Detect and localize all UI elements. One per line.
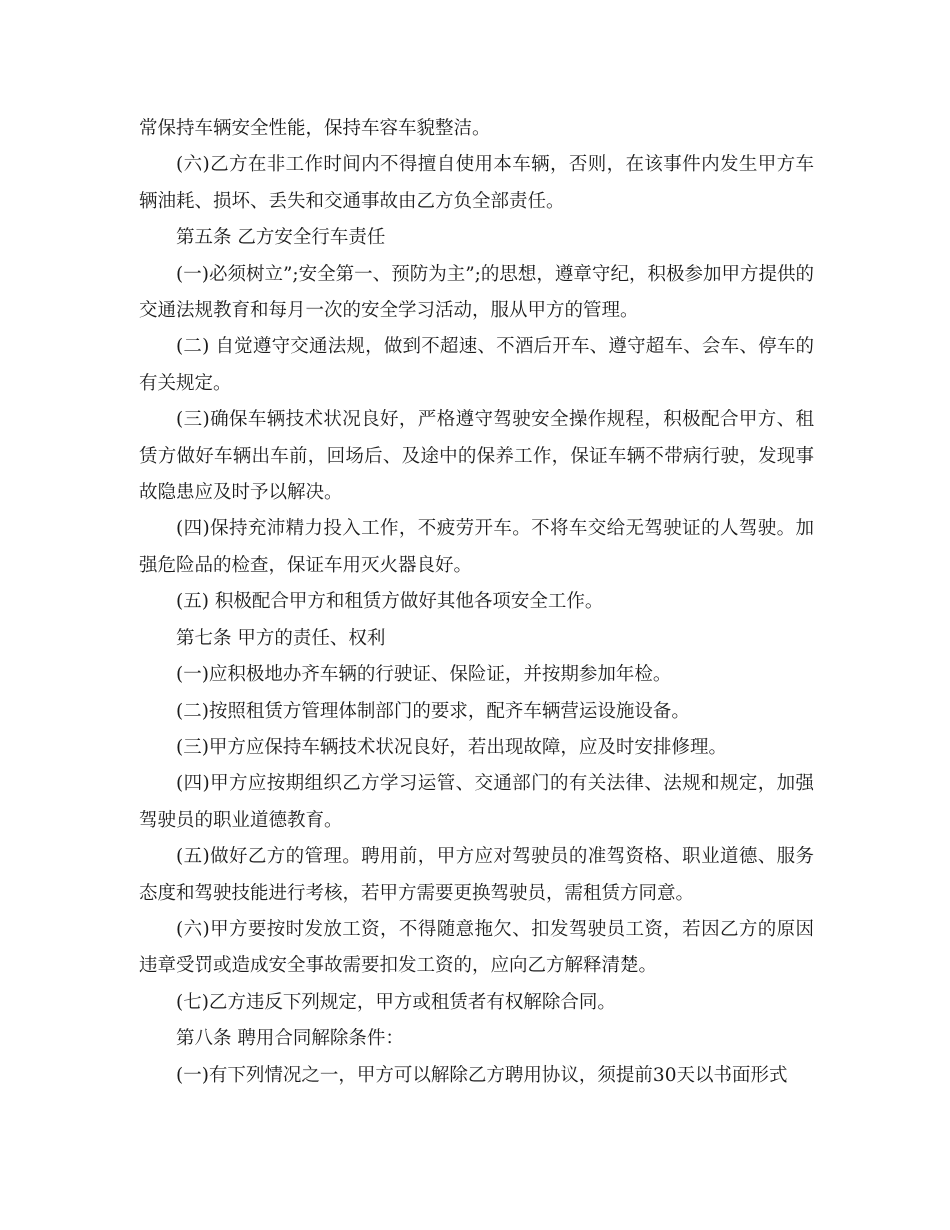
document-body — [139, 111, 814, 1094]
paragraph-item-5-management: (五)做好乙方的管理。聘用前，甲方应对驾驶员的准驾资格、职业道德、服务态度和驾驶技能进行考核，若甲方需要更换驾驶员，需租赁方同意。 — [139, 846, 814, 904]
paragraph-item-2-equipment: (二)按照租赁方管理体制部门的要求，配齐车辆营运设施设备。 — [176, 700, 690, 722]
paragraph-item-1-termination-notice: (一)有下列情况之一，甲方可以解除乙方聘用协议，须提前30天以书面形式 — [176, 1064, 788, 1086]
paragraph-item-6-vehicle-use: (六)乙方在非工作时间内不得擅自使用本车辆，否则，在该事件内发生甲方车辆油耗、损坏、丢失和交通事故由乙方负全部责任。 — [139, 154, 814, 212]
paragraph-item-1-licenses: (一)应积极地办齐车辆的行驶证、保险证，并按期参加年检。 — [176, 664, 672, 686]
section-heading-article-7: 第七条 甲方的责任、权利 — [176, 627, 386, 649]
paragraph-item-1-safety-first: (一)必须树立”;安全第一、预防为主”;的思想，遵章守纪，积极参加甲方提供的交通法规教育和每月一次的安全学习活动，服从甲方的管理。 — [139, 263, 814, 322]
paragraph-item-7-termination-right: (七)乙方违反下列规定，甲方或租赁者有权解除合同。 — [176, 991, 616, 1013]
paragraph-item-3-vehicle-condition: (三)确保车辆技术状况良好，严格遵守驾驶安全操作规程，积极配合甲方、租赁方做好车辆出车前，回场后、及途中的保养工作，保证车辆不带病行驶，发现事故隐患应及时予以解决。 — [139, 409, 814, 504]
paragraph-item-3-repairs: (三)甲方应保持车辆技术状况良好，若出现故障，应及时安排修理。 — [176, 736, 727, 758]
paragraph-item-4-fatigue: (四)保持充沛精力投入工作，不疲劳开车。不将车交给无驾驶证的人驾驶。加强危险品的检查，保证车用灭火器良好。 — [139, 518, 814, 576]
paragraph-item-2-traffic-rules: (二) 自觉遵守交通法规，做到不超速、不酒后开车、遵守超车、会车、停车的有关规定。 — [139, 336, 814, 394]
section-heading-article-8: 第八条 聘用合同解除条件： — [176, 1028, 404, 1050]
paragraph-item-5-cooperation: (五) 积极配合甲方和租赁方做好其他各项安全工作。 — [176, 591, 604, 613]
paragraph-continuation: 常保持车辆安全性能，保持车容车貌整洁。 — [139, 118, 491, 139]
paragraph-item-6-wages: (六)甲方要按时发放工资，不得随意拖欠、扣发驾驶员工资，若因乙方的原因违章受罚或造成安全事故需要扣发工资的，应向乙方解释清楚。 — [139, 918, 814, 977]
paragraph-item-4-training: (四)甲方应按期组织乙方学习运管、交通部门的有关法律、法规和规定，加强驾驶员的职业道德教育。 — [139, 773, 814, 831]
section-heading-article-5: 第五条 乙方安全行车责任 — [176, 227, 386, 249]
